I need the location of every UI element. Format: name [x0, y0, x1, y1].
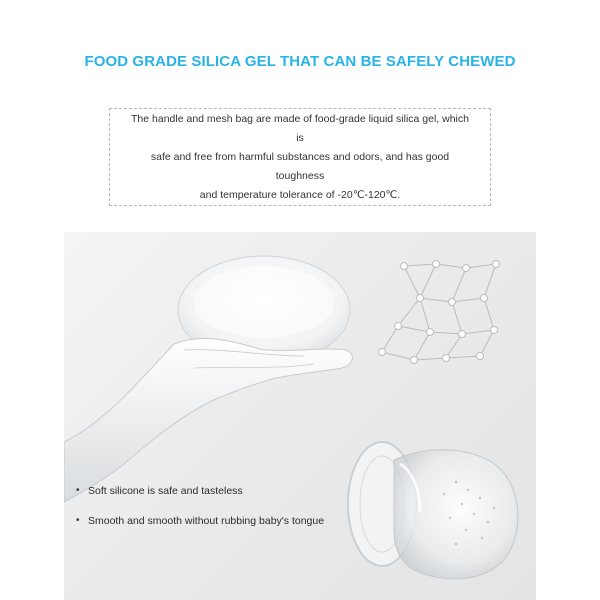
feature-item-soft-silicone: • Soft silicone is safe and tasteless	[76, 484, 366, 498]
gloved-hand-image	[64, 338, 352, 502]
molecule-structure-graphic	[379, 261, 500, 364]
description-box	[109, 108, 491, 206]
feature-list	[76, 484, 366, 528]
description-line-2: safe and free from harmful substances and odors, and has good toughness	[150, 150, 450, 182]
product-photo-panel	[64, 232, 536, 600]
product-illustration	[64, 232, 536, 600]
silicone-feeder-image	[348, 442, 518, 579]
headline: FOOD GRADE SILICA GEL THAT CAN BE SAFELY CHEWED	[84, 53, 516, 70]
feature-item-smooth: • Smooth and smooth without rubbing baby's tongue	[76, 514, 366, 528]
description-text	[126, 110, 474, 205]
description-line-1: The handle and mesh bag are made of food-grade liquid silica gel, which is	[131, 112, 469, 144]
description-line-3: and temperature tolerance of -20℃-120℃.	[199, 188, 401, 201]
